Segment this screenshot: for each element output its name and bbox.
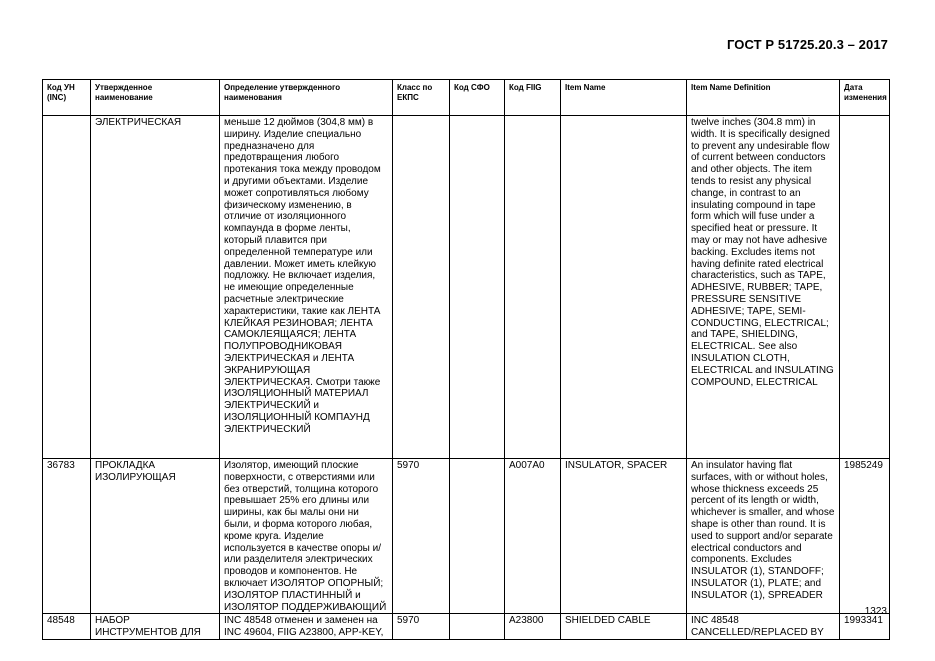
table-row bbox=[43, 614, 890, 640]
column-header-item-definition: Item Name Definition bbox=[687, 80, 840, 116]
cell-fiig-code: A23800 bbox=[505, 614, 561, 640]
cell-item-definition: An insulator having flat surfaces, with or without holes, whose thickness exceeds 25 percent of its length or width, whichever is smaller, and whose shape is other than round. It is used to support and/or separate electrical conductors and components. Excludes INSULATOR (1), STANDOFF; INSULATOR (1), PLATE; and INSULATOR (1), SPREADER bbox=[687, 459, 840, 614]
cell-sfo-code bbox=[450, 614, 505, 640]
cell-change-date: 1993341 bbox=[840, 614, 890, 640]
column-header-fiig-code: Код FIIG bbox=[505, 80, 561, 116]
cell-inc bbox=[43, 116, 91, 459]
column-header-definition-ru: Определение утвержденного наименования bbox=[220, 80, 393, 116]
cell-definition-ru: меньше 12 дюймов (304,8 мм) в ширину. Изделие специально предназначено для предотвращения любого протекания тока между проводом и другими объектами. Изделие может сопротивляться любому физическому изменению, в отличие от изоляционного компаунда в форме ленты, который плавится при определенной температуре или давлении. Может иметь клейкую подложку. Не включает изделия, не имеющие определенные расчетные электрические характеристики, такие как ЛЕНТА КЛЕЙКАЯ РЕЗИНОВАЯ; ЛЕНТА САМОКЛЕЯЩАЯСЯ; ЛЕНТА ПОЛУПРОВОДНИКОВАЯ ЭЛЕКТРИЧЕСКАЯ и ЛЕНТА ЭКРАНИРУЮЩАЯ ЭЛЕКТРИЧЕСКАЯ. Смотри также ИЗОЛЯЦИОННЫЙ МАТЕРИАЛ ЭЛЕКТРИЧЕСКИЙ и ИЗОЛЯЦИОННЫЙ КОМПАУНД ЭЛЕКТРИЧЕСКИЙ bbox=[220, 116, 393, 459]
table-header-row bbox=[43, 80, 890, 116]
column-header-ekps-class: Класс по ЕКПС bbox=[393, 80, 450, 116]
cell-item-name: INSULATOR, SPACER bbox=[561, 459, 687, 614]
cell-approved-name: ЭЛЕКТРИЧЕСКАЯ bbox=[91, 116, 220, 459]
cell-approved-name: НАБОР ИНСТРУМЕНТОВ ДЛЯ bbox=[91, 614, 220, 640]
cell-item-name bbox=[561, 116, 687, 459]
catalog-table bbox=[42, 79, 890, 640]
column-header-approved-name: Утвержденное наименование bbox=[91, 80, 220, 116]
cell-sfo-code bbox=[450, 459, 505, 614]
cell-fiig-code bbox=[505, 116, 561, 459]
cell-ekps-class: 5970 bbox=[393, 459, 450, 614]
cell-ekps-class: 5970 bbox=[393, 614, 450, 640]
cell-inc: 36783 bbox=[43, 459, 91, 614]
table-row bbox=[43, 459, 890, 614]
column-header-inc: Код УН (INC) bbox=[43, 80, 91, 116]
page-number: 1323 bbox=[864, 606, 887, 617]
cell-change-date bbox=[840, 116, 890, 459]
cell-sfo-code bbox=[450, 116, 505, 459]
cell-item-name: SHIELDED CABLE bbox=[561, 614, 687, 640]
cell-item-definition: INC 48548 CANCELLED/REPLACED BY bbox=[687, 614, 840, 640]
table-row bbox=[43, 116, 890, 459]
document-standard-number: ГОСТ Р 51725.20.3 – 2017 bbox=[726, 37, 888, 52]
cell-fiig-code: A007A0 bbox=[505, 459, 561, 614]
cell-definition-ru: INC 48548 отменен и заменен на INC 49604, FIIG A23800, APP-KEY, bbox=[220, 614, 393, 640]
cell-item-definition: twelve inches (304.8 mm) in width. It is specifically designed to prevent any undesirable flow of current between conductors and other objects. The item tends to resist any physical change, in contrast to an insulating compound in tape form which will fuse under a specified heat or pressure. It may or may not have adhesive backing. Excludes items not having definite rated electrical characteristics, such as TAPE, ADHESIVE, RUBBER; TAPE, PRESSURE SENSITIVE ADHESIVE; TAPE, SEMI-CONDUCTING, ELECTRICAL; and TAPE, SHIELDING, ELECTRICAL. See also INSULATION CLOTH, ELECTRICAL and INSULATING COMPOUND, ELECTRICAL bbox=[687, 116, 840, 459]
column-header-item-name: Item Name bbox=[561, 80, 687, 116]
column-header-change-date: Дата изменения bbox=[840, 80, 890, 116]
cell-approved-name: ПРОКЛАДКА ИЗОЛИРУЮЩАЯ bbox=[91, 459, 220, 614]
cell-change-date: 1985249 bbox=[840, 459, 890, 614]
cell-ekps-class bbox=[393, 116, 450, 459]
cell-inc: 48548 bbox=[43, 614, 91, 640]
column-header-sfo-code: Код СФО bbox=[450, 80, 505, 116]
cell-definition-ru: Изолятор, имеющий плоские поверхности, с отверстиями или без отверстий, толщина которого превышает 25% его длины или ширины, как бы малы они ни были, и форма которого любая, кроме круга. Изделие используется в качестве опоры и/или разделителя электрических проводов и компонентов. Не включает ИЗОЛЯТОР ОПОРНЫЙ; ИЗОЛЯТОР ПЛАСТИННЫЙ и ИЗОЛЯТОР ПОДДЕРЖИВАЮЩИЙ bbox=[220, 459, 393, 614]
